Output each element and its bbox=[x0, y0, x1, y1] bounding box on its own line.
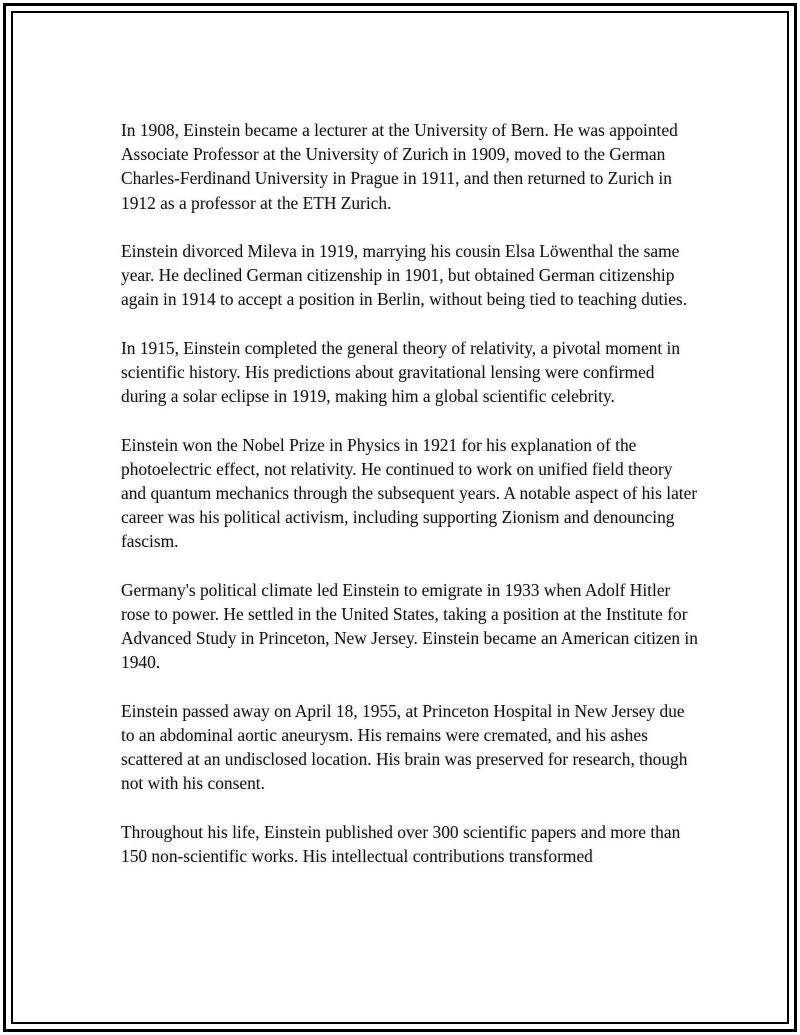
paragraph-6: Einstein passed away on April 18, 1955, at Princeton Hospital in New Jersey due to an abdominal aortic aneurysm. His remains were cremated, and his ashes scattered at an undisclosed location. His brain was preserved for research, though not with his consent. bbox=[121, 700, 688, 794]
page-inner-border bbox=[11, 11, 789, 1024]
paragraph-1: In 1908, Einstein became a lecturer at the University of Bern. He was appointed Associate Professor at the University of Zurich in 1909, moved to the German Charles-Ferdinand University in Prague in 1911, and then returned to Zurich in 1912 as a professor at the ETH Zurich. bbox=[121, 120, 678, 213]
paragraph-7: Throughout his life, Einstein published over 300 scientific papers and more than 150 non-scientific works. His intellectual contributions transformed bbox=[121, 821, 681, 866]
document-body bbox=[121, 118, 701, 892]
page-outer-border bbox=[3, 3, 797, 1032]
paragraph-3: In 1915, Einstein completed the general theory of relativity, a pivotal moment in scientific history. His predictions about gravitational lensing were confirmed during a solar eclipse in 1919, making him a global scientific celebrity. bbox=[121, 337, 681, 407]
paragraph-2: Einstein divorced Mileva in 1919, marrying his cousin Elsa Löwenthal the same year. He declined German citizenship in 1901, but obtained German citizenship again in 1914 to accept a position in Berlin, without being tied to teaching duties. bbox=[121, 241, 688, 310]
paragraph-5: Germany's political climate led Einstein to emigrate in 1933 when Adolf Hitler rose to power. He settled in the United States, taking a position at the Institute for Advanced Study in Princeton, New Jersey. Einstein became an American citizen in 1940. bbox=[121, 579, 698, 673]
paragraph-4: Einstein won the Nobel Prize in Physics in 1921 for his explanation of the photoelectric effect, not relativity. He continued to work on unified field theory and quantum mechanics through the subsequent years. A notable aspect of his later career was his political activism, including supporting Zionism and denouncing fascism. bbox=[121, 434, 698, 552]
